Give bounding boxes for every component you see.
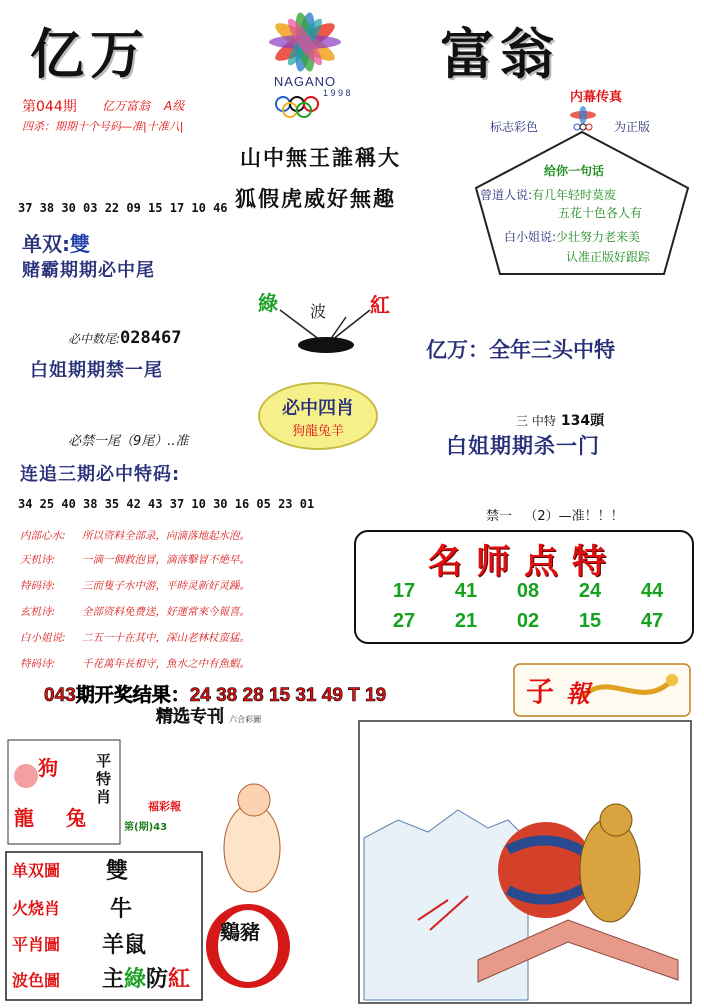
tail-line: 赌霸期期必中尾 [22, 260, 155, 281]
flower-icon [205, 4, 405, 124]
poem-line [20, 604, 250, 619]
title-left: 亿万 [30, 22, 150, 86]
special-brand-small: 六合彩圖 [229, 715, 262, 724]
pentagon-line2: 五花十色各人有 [558, 206, 643, 220]
bl-fire-label: 火烧肖 [12, 899, 61, 918]
zodiac-oval [258, 382, 378, 450]
kill-gate: 白姐期期杀一门 [446, 434, 600, 458]
poem-label: 特码诗: [20, 658, 56, 670]
pentagon-line4: 认准正版好跟踪 [566, 250, 651, 264]
bl-fire-value: 牛 [110, 897, 133, 922]
bl-wave-guard: 防 [146, 967, 169, 992]
numbers-top: 37 38 30 03 22 09 15 17 10 46 [18, 201, 228, 215]
master-number: 08 [516, 580, 540, 602]
pentagon-logo-left: 标志彩色 [490, 120, 539, 134]
logo-text: NAGANO [273, 74, 337, 89]
bl-flat-label: 平肖圖 [12, 935, 61, 954]
three-head-label: 三 中特 [516, 414, 556, 428]
bl-wave-value [102, 962, 190, 993]
chase-line: 连追三期必中特码: [20, 464, 181, 485]
poem-line [20, 656, 250, 671]
wave-graphic [250, 285, 400, 365]
poem-text: 三而隻子水中游，平時灵新好灵躁。 [82, 580, 250, 592]
logo-year: 1 9 9 8 [323, 88, 351, 98]
master-number: 41 [454, 580, 478, 602]
issue-note: 四杀：期期十个号码—准|十准八| [22, 120, 184, 133]
ban-one-tail: 必禁一尾（9尾）..准 [68, 434, 189, 449]
pentagon-text: 少壮努力老来美 [556, 230, 641, 244]
pentagon-logo-right: 为正版 [614, 120, 651, 134]
slogan-line2: 狐假虎威好無趣 [235, 186, 396, 211]
wave-middle: 波 [310, 302, 327, 321]
three-head-value: 134頭 [560, 413, 605, 429]
poem-label: 白小姐说: [20, 632, 66, 644]
pentagon-line3 [504, 228, 640, 245]
poem-line [20, 630, 250, 645]
bl-wave-green: 綠 [124, 967, 147, 992]
poem-text: 所以资料全部录，向滴落地起水泡。 [82, 530, 250, 542]
poem-line [20, 578, 250, 593]
master-title: 名师点特 [428, 542, 620, 582]
zodiac-value: 狗龍兔羊 [291, 424, 344, 439]
poem-text: 千花萬年長相守，魚水之中有魚蝦。 [82, 658, 250, 670]
three-head [516, 410, 604, 430]
zi-char: 子 [526, 675, 555, 708]
master-number: 24 [578, 580, 602, 602]
poem-line [20, 552, 250, 567]
wave-red: 紅 [370, 293, 390, 317]
bl-wave-main: 主 [102, 967, 125, 992]
bl-badge-bottom: 第(期)43 [124, 822, 168, 833]
pentagon-title: 内幕传真 [570, 90, 623, 105]
poem-label: 天机诗: [20, 554, 56, 566]
zi-bao-banner [512, 662, 692, 718]
pentagon-panel [470, 84, 694, 284]
odd-even-value: 雙 [70, 232, 90, 256]
slogan-line1: 山中無王誰稱大 [240, 145, 401, 170]
bottom-left-panel [2, 728, 292, 1004]
poem-line [20, 528, 250, 543]
numbers-mid: 34 25 40 38 35 42 43 37 10 30 16 05 23 01 [18, 497, 315, 511]
odd-even-label: 单双: [22, 232, 70, 256]
must-tail [68, 328, 181, 348]
master-number: 44 [640, 580, 664, 602]
zodiac-label: 必中四肖 [282, 398, 354, 419]
master-number: 27 [392, 610, 416, 632]
bl-wave-red: 紅 [168, 967, 191, 992]
master-number: 15 [578, 610, 602, 632]
bl-odd-even-value: 雙 [106, 859, 129, 884]
issue-brand: 亿万富翁 [102, 99, 151, 113]
bl-wave-label: 波色圖 [12, 971, 61, 990]
odd-even [22, 228, 90, 257]
poem-text: 二五一十在其中，深山老林杖蛮猛。 [82, 632, 250, 644]
master-number: 02 [516, 610, 540, 632]
must-tail-label: 必中数尾: [68, 332, 121, 346]
special-brand-text: 精选专刊 [156, 707, 224, 727]
master-number: 47 [640, 610, 664, 632]
bl-dragon: 龍 [14, 806, 34, 830]
bl-badge-top: 福彩報 [148, 800, 181, 813]
must-tail-value: 028467 [120, 328, 182, 348]
pentagon-heading: 给你一句话 [544, 164, 605, 178]
wave-green: 綠 [258, 291, 278, 315]
bear-ball-illustration [358, 720, 692, 1004]
nagano-logo [205, 4, 405, 124]
poem-label: 内部心水: [20, 530, 66, 542]
bl-chicken-pig: 鷄豬 [220, 920, 260, 944]
speaker-label: 曾道人说: [480, 188, 533, 202]
master-number: 21 [454, 610, 478, 632]
bl-dog: 狗 [38, 756, 58, 780]
poem-label: 特码诗: [20, 580, 56, 592]
pentagon-text: 有几年轻时莫废 [532, 188, 617, 202]
bl-flat-value: 羊鼠 [102, 933, 147, 958]
issue-number: 第044期 [22, 99, 77, 115]
speaker-label: 白小姐说: [504, 230, 557, 244]
full-year: 亿万：全年三头中特 [426, 338, 615, 362]
master-number: 17 [392, 580, 416, 602]
bl-vertical: 平特肖 [96, 752, 112, 806]
bao-char: 報 [566, 679, 590, 708]
issue-level: A级 [164, 99, 185, 113]
bl-odd-even-label: 单双圖 [12, 861, 61, 880]
pentagon-line1 [480, 186, 616, 203]
bl-rabbit: 兔 [66, 806, 86, 830]
poem-label: 玄机诗: [20, 606, 56, 618]
poem-text: 一滴一個救泡冒，滴落擊冒不絶早。 [82, 554, 250, 566]
title-right: 富翁 [440, 22, 560, 86]
ban-one: 禁一 （2）—准！！！ [486, 509, 624, 524]
poem-text: 全部资料免费送，好運常來今報喜。 [82, 606, 250, 618]
mini-nagano-icon [562, 106, 604, 132]
ban-line: 白姐期期禁一尾 [30, 360, 163, 381]
master-box [354, 530, 694, 644]
draw-result: 043期开奖结果：24 38 28 15 31 49 T 19 [44, 685, 387, 706]
